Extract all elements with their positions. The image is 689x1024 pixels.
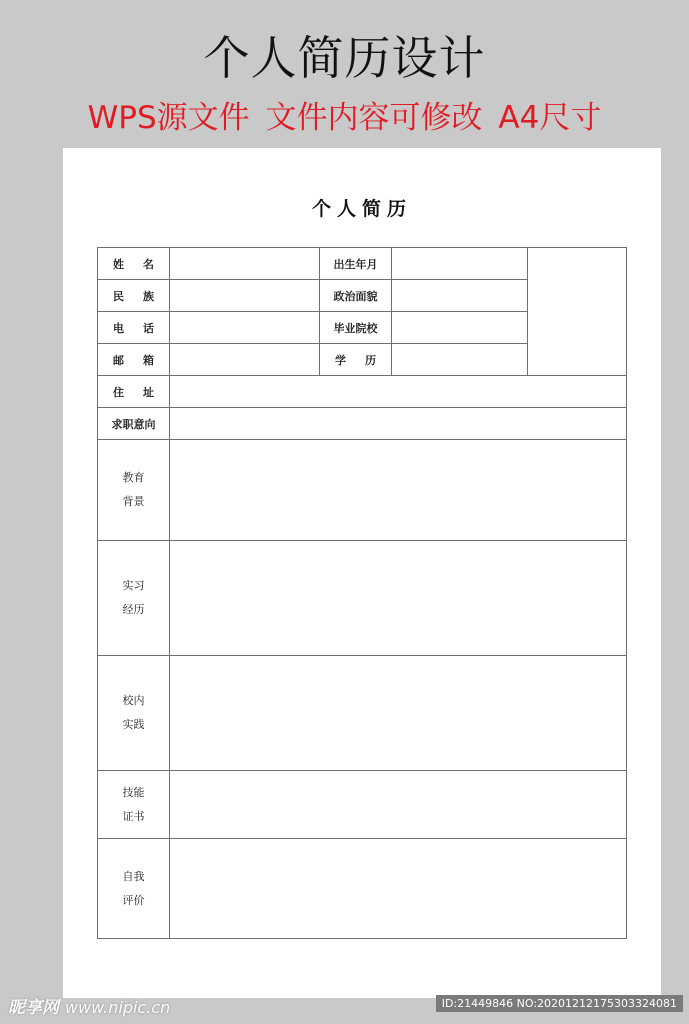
resume-page [63, 148, 661, 998]
table-row [98, 408, 627, 440]
political-label: 政治面貌 [320, 280, 392, 312]
intention-label: 求职意向 [98, 408, 170, 440]
document-title: 个人简历 [311, 198, 412, 220]
address-label: 住 址 [98, 376, 170, 408]
address-field[interactable] [170, 376, 627, 408]
campus-label: 校内 实践 [98, 656, 170, 771]
email-label: 邮 箱 [98, 344, 170, 376]
name-field[interactable] [170, 248, 320, 280]
table-row [98, 839, 627, 939]
name-label: 姓 名 [98, 248, 170, 280]
table-row [98, 248, 627, 280]
self-eval-label: 自我 评价 [98, 839, 170, 939]
table-row [98, 541, 627, 656]
degree-label: 学 历 [320, 344, 392, 376]
ethnicity-field[interactable] [170, 280, 320, 312]
birth-field[interactable] [392, 248, 528, 280]
table-row [98, 771, 627, 839]
resume-table [97, 247, 627, 939]
table-row [98, 656, 627, 771]
intention-field[interactable] [170, 408, 627, 440]
banner-title: 个人简历设计 [203, 31, 486, 85]
watermark-logo [8, 993, 170, 1018]
degree-field[interactable] [392, 344, 528, 376]
watermark-url: www.nipic.cn [64, 998, 171, 1017]
education-label: 教育 背景 [98, 440, 170, 541]
self-eval-field[interactable] [170, 839, 627, 939]
ethnicity-label: 民 族 [98, 280, 170, 312]
internship-label: 实习 经历 [98, 541, 170, 656]
watermark-logo-text: 昵享网 [8, 998, 59, 1018]
watermark-id: ID:21449846 NO:20201212175303324081 [436, 995, 683, 1012]
education-field[interactable] [170, 440, 627, 541]
table-row [98, 376, 627, 408]
campus-field[interactable] [170, 656, 627, 771]
banner-subtitle: WPS源文件 文件内容可修改 A4尺寸 [87, 100, 602, 136]
skills-label: 技能 证书 [98, 771, 170, 839]
phone-label: 电 话 [98, 312, 170, 344]
internship-field[interactable] [170, 541, 627, 656]
table-row [98, 440, 627, 541]
school-label: 毕业院校 [320, 312, 392, 344]
skills-field[interactable] [170, 771, 627, 839]
email-field[interactable] [170, 344, 320, 376]
school-field[interactable] [392, 312, 528, 344]
birth-label: 出生年月 [320, 248, 392, 280]
photo-box[interactable] [528, 248, 627, 376]
phone-field[interactable] [170, 312, 320, 344]
political-field[interactable] [392, 280, 528, 312]
